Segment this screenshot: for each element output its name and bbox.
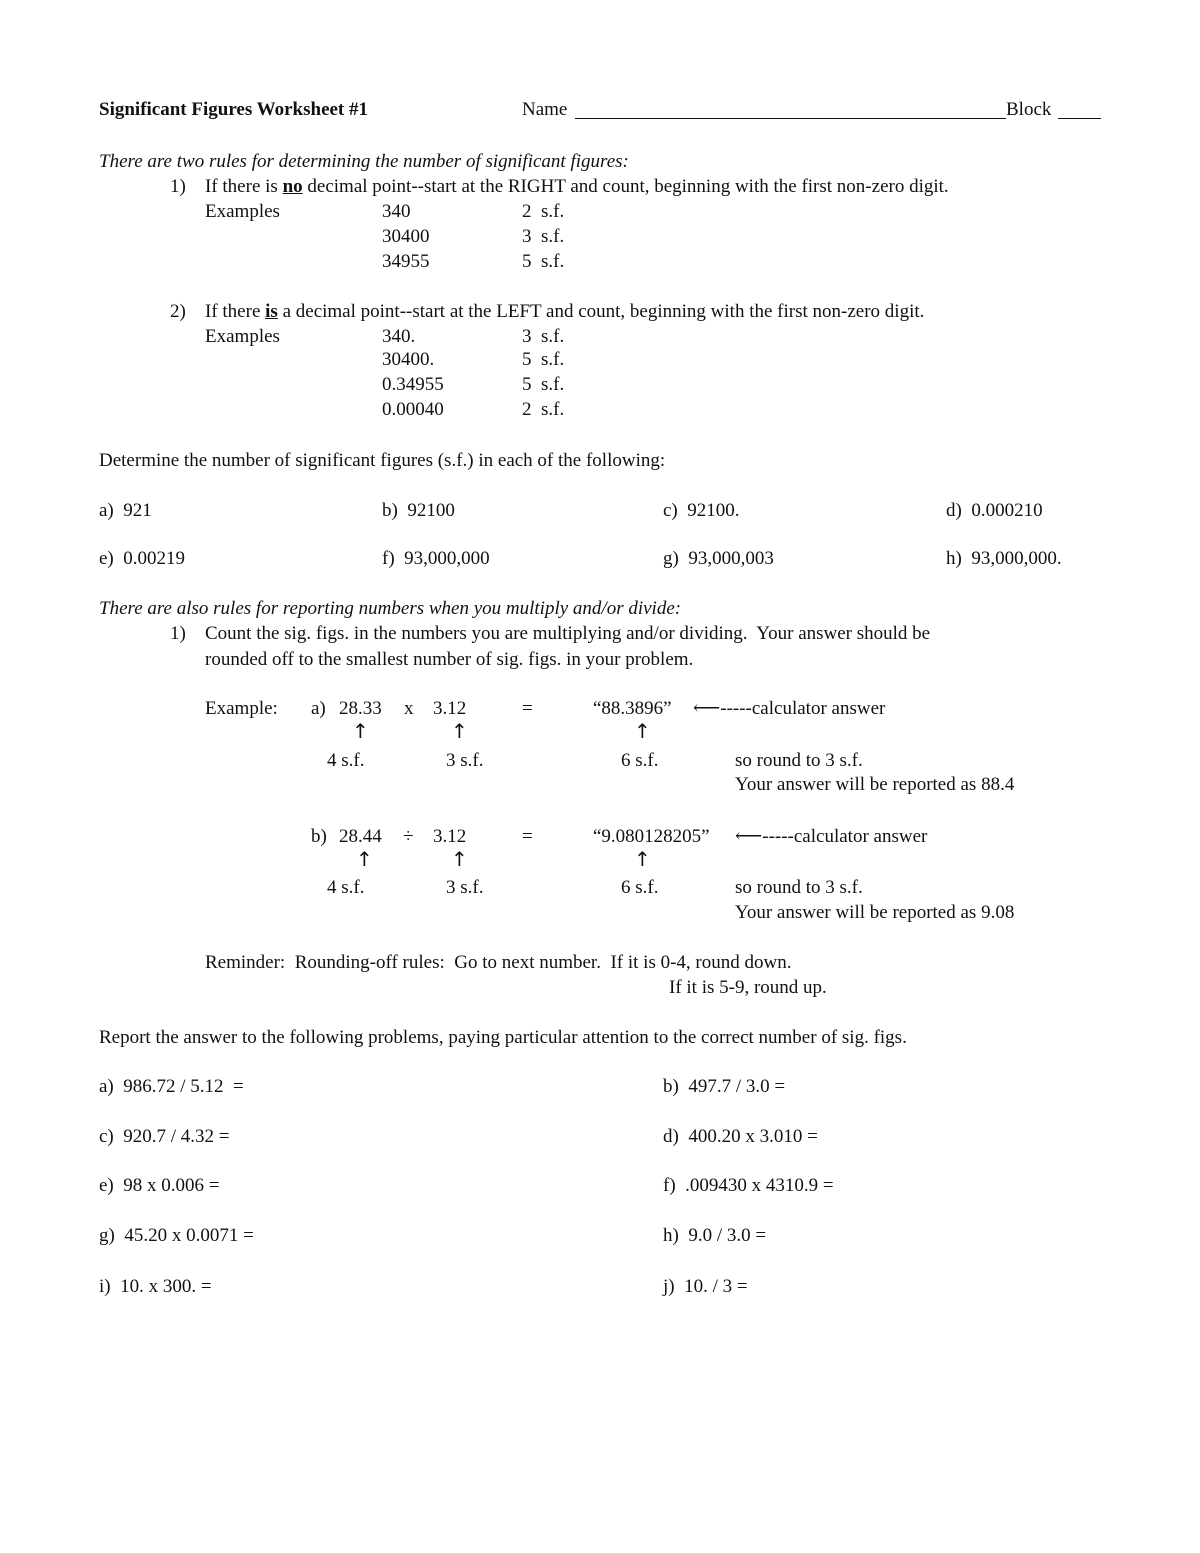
- example-a-report: Your answer will be reported as 88.4: [735, 774, 1015, 795]
- reminder-line1: Reminder: Rounding-off rules: Go to next number. If it is 0-4, round down.: [205, 952, 792, 973]
- rule2-example-sf: 5 s.f.: [522, 349, 565, 370]
- example-a-equals: =: [522, 698, 533, 719]
- example-b-sf3: 6 s.f.: [621, 877, 659, 898]
- rule2-number: 2): [170, 301, 186, 322]
- example-a-calculator-note: ⟵-----calculator answer: [693, 698, 886, 719]
- block-blank: [1058, 118, 1101, 119]
- rule1-text: If there is no decimal point--start at the RIGHT and count, beginning with the first non-zero digit.: [205, 176, 949, 197]
- multiply-intro: There are also rules for reporting numbers when you multiply and/or divide:: [99, 598, 682, 619]
- determine-prompt: Determine the number of significant figures (s.f.) in each of the following:: [99, 450, 666, 471]
- multiply-rule-line1: Count the sig. figs. in the numbers you are multiplying and/or dividing. Your answer should be: [205, 623, 931, 644]
- rules-intro: There are two rules for determining the number of significant figures:: [99, 151, 629, 172]
- example-b-calculator-note: ⟵-----calculator answer: [735, 826, 928, 847]
- example-b-label: b): [311, 826, 327, 847]
- example-b-number1: 28.44: [339, 826, 382, 847]
- example-a-number2: 3.12: [433, 698, 467, 719]
- rule1-example-value: 30400: [382, 226, 430, 247]
- name-label: Name: [522, 99, 568, 120]
- rule2-key-word: is: [265, 301, 278, 322]
- rule2-example-value: 340.: [382, 326, 416, 347]
- problem-item: c) 920.7 / 4.32 =: [99, 1126, 230, 1147]
- example-a-sf1: 4 s.f.: [327, 750, 365, 771]
- worksheet-title: Significant Figures Worksheet #1: [99, 99, 369, 120]
- rule1-example-value: 34955: [382, 251, 430, 272]
- problem-item: b) 497.7 / 3.0 =: [663, 1076, 786, 1097]
- example-b-round-note: so round to 3 s.f.: [735, 877, 863, 898]
- rule2-example-sf: 3 s.f.: [522, 326, 565, 347]
- rule1-examples-label: Examples: [205, 201, 280, 222]
- problem-item: j) 10. / 3 =: [663, 1276, 748, 1297]
- rule2-examples-label: Examples: [205, 326, 280, 347]
- rule1-example-sf: 2 s.f.: [522, 201, 565, 222]
- up-arrow-icon: ↑: [352, 719, 369, 743]
- block-label: Block: [1006, 99, 1052, 120]
- example-b-number2: 3.12: [433, 826, 467, 847]
- example-b-report: Your answer will be reported as 9.08: [735, 902, 1015, 923]
- problem-item: h) 9.0 / 3.0 =: [663, 1225, 767, 1246]
- example-a-sf2: 3 s.f.: [446, 750, 484, 771]
- rule1-example-sf: 5 s.f.: [522, 251, 565, 272]
- determine-item: c) 92100.: [663, 500, 740, 521]
- problem-item: f) .009430 x 4310.9 =: [663, 1175, 834, 1196]
- example-a-sf3: 6 s.f.: [621, 750, 659, 771]
- rule1-key-word: no: [282, 176, 303, 197]
- rule1-example-value: 340: [382, 201, 411, 222]
- problem-item: e) 98 x 0.006 =: [99, 1175, 220, 1196]
- example-a-round-note: so round to 3 s.f.: [735, 750, 863, 771]
- determine-item: e) 0.00219: [99, 548, 186, 569]
- up-arrow-icon: ↑: [634, 719, 651, 743]
- example-a-label: a): [311, 698, 326, 719]
- determine-item: h) 93,000,000.: [946, 548, 1062, 569]
- example-b-operator: ÷: [403, 826, 414, 847]
- up-arrow-icon: ↑: [356, 847, 373, 871]
- problem-item: g) 45.20 x 0.0071 =: [99, 1225, 254, 1246]
- up-arrow-icon: ↑: [451, 719, 468, 743]
- determine-item: g) 93,000,003: [663, 548, 774, 569]
- multiply-rule-number: 1): [170, 623, 186, 644]
- determine-item: f) 93,000,000: [382, 548, 490, 569]
- rule2-example-sf: 2 s.f.: [522, 399, 565, 420]
- rule2-example-value: 30400.: [382, 349, 435, 370]
- example-a-number1: 28.33: [339, 698, 382, 719]
- rule1-example-sf: 3 s.f.: [522, 226, 565, 247]
- problem-item: d) 400.20 x 3.010 =: [663, 1126, 818, 1147]
- example-b-equals: =: [522, 826, 533, 847]
- up-arrow-icon: ↑: [451, 847, 468, 871]
- example-b-result: “9.080128205”: [593, 826, 710, 847]
- problem-item: i) 10. x 300. =: [99, 1276, 212, 1297]
- example-label: Example:: [205, 698, 278, 719]
- example-b-sf1: 4 s.f.: [327, 877, 365, 898]
- example-b-sf2: 3 s.f.: [446, 877, 484, 898]
- name-blank: [575, 118, 1006, 119]
- up-arrow-icon: ↑: [634, 847, 651, 871]
- reminder-line2: If it is 5-9, round up.: [669, 977, 827, 998]
- problem-item: a) 986.72 / 5.12 =: [99, 1076, 244, 1097]
- rule2-example-value: 0.00040: [382, 399, 444, 420]
- determine-item: a) 921: [99, 500, 152, 521]
- rule1-number: 1): [170, 176, 186, 197]
- multiply-rule-line2: rounded off to the smallest number of sig. figs. in your problem.: [205, 649, 694, 670]
- rule2-example-value: 0.34955: [382, 374, 444, 395]
- determine-item: b) 92100: [382, 500, 455, 521]
- example-a-result: “88.3896”: [593, 698, 672, 719]
- determine-item: d) 0.000210: [946, 500, 1043, 521]
- rule2-example-sf: 5 s.f.: [522, 374, 565, 395]
- rule2-text: If there is a decimal point--start at the LEFT and count, beginning with the first non-zero digit.: [205, 301, 925, 322]
- example-a-operator: x: [404, 698, 414, 719]
- report-prompt: Report the answer to the following problems, paying particular attention to the correct number of sig. figs.: [99, 1027, 907, 1048]
